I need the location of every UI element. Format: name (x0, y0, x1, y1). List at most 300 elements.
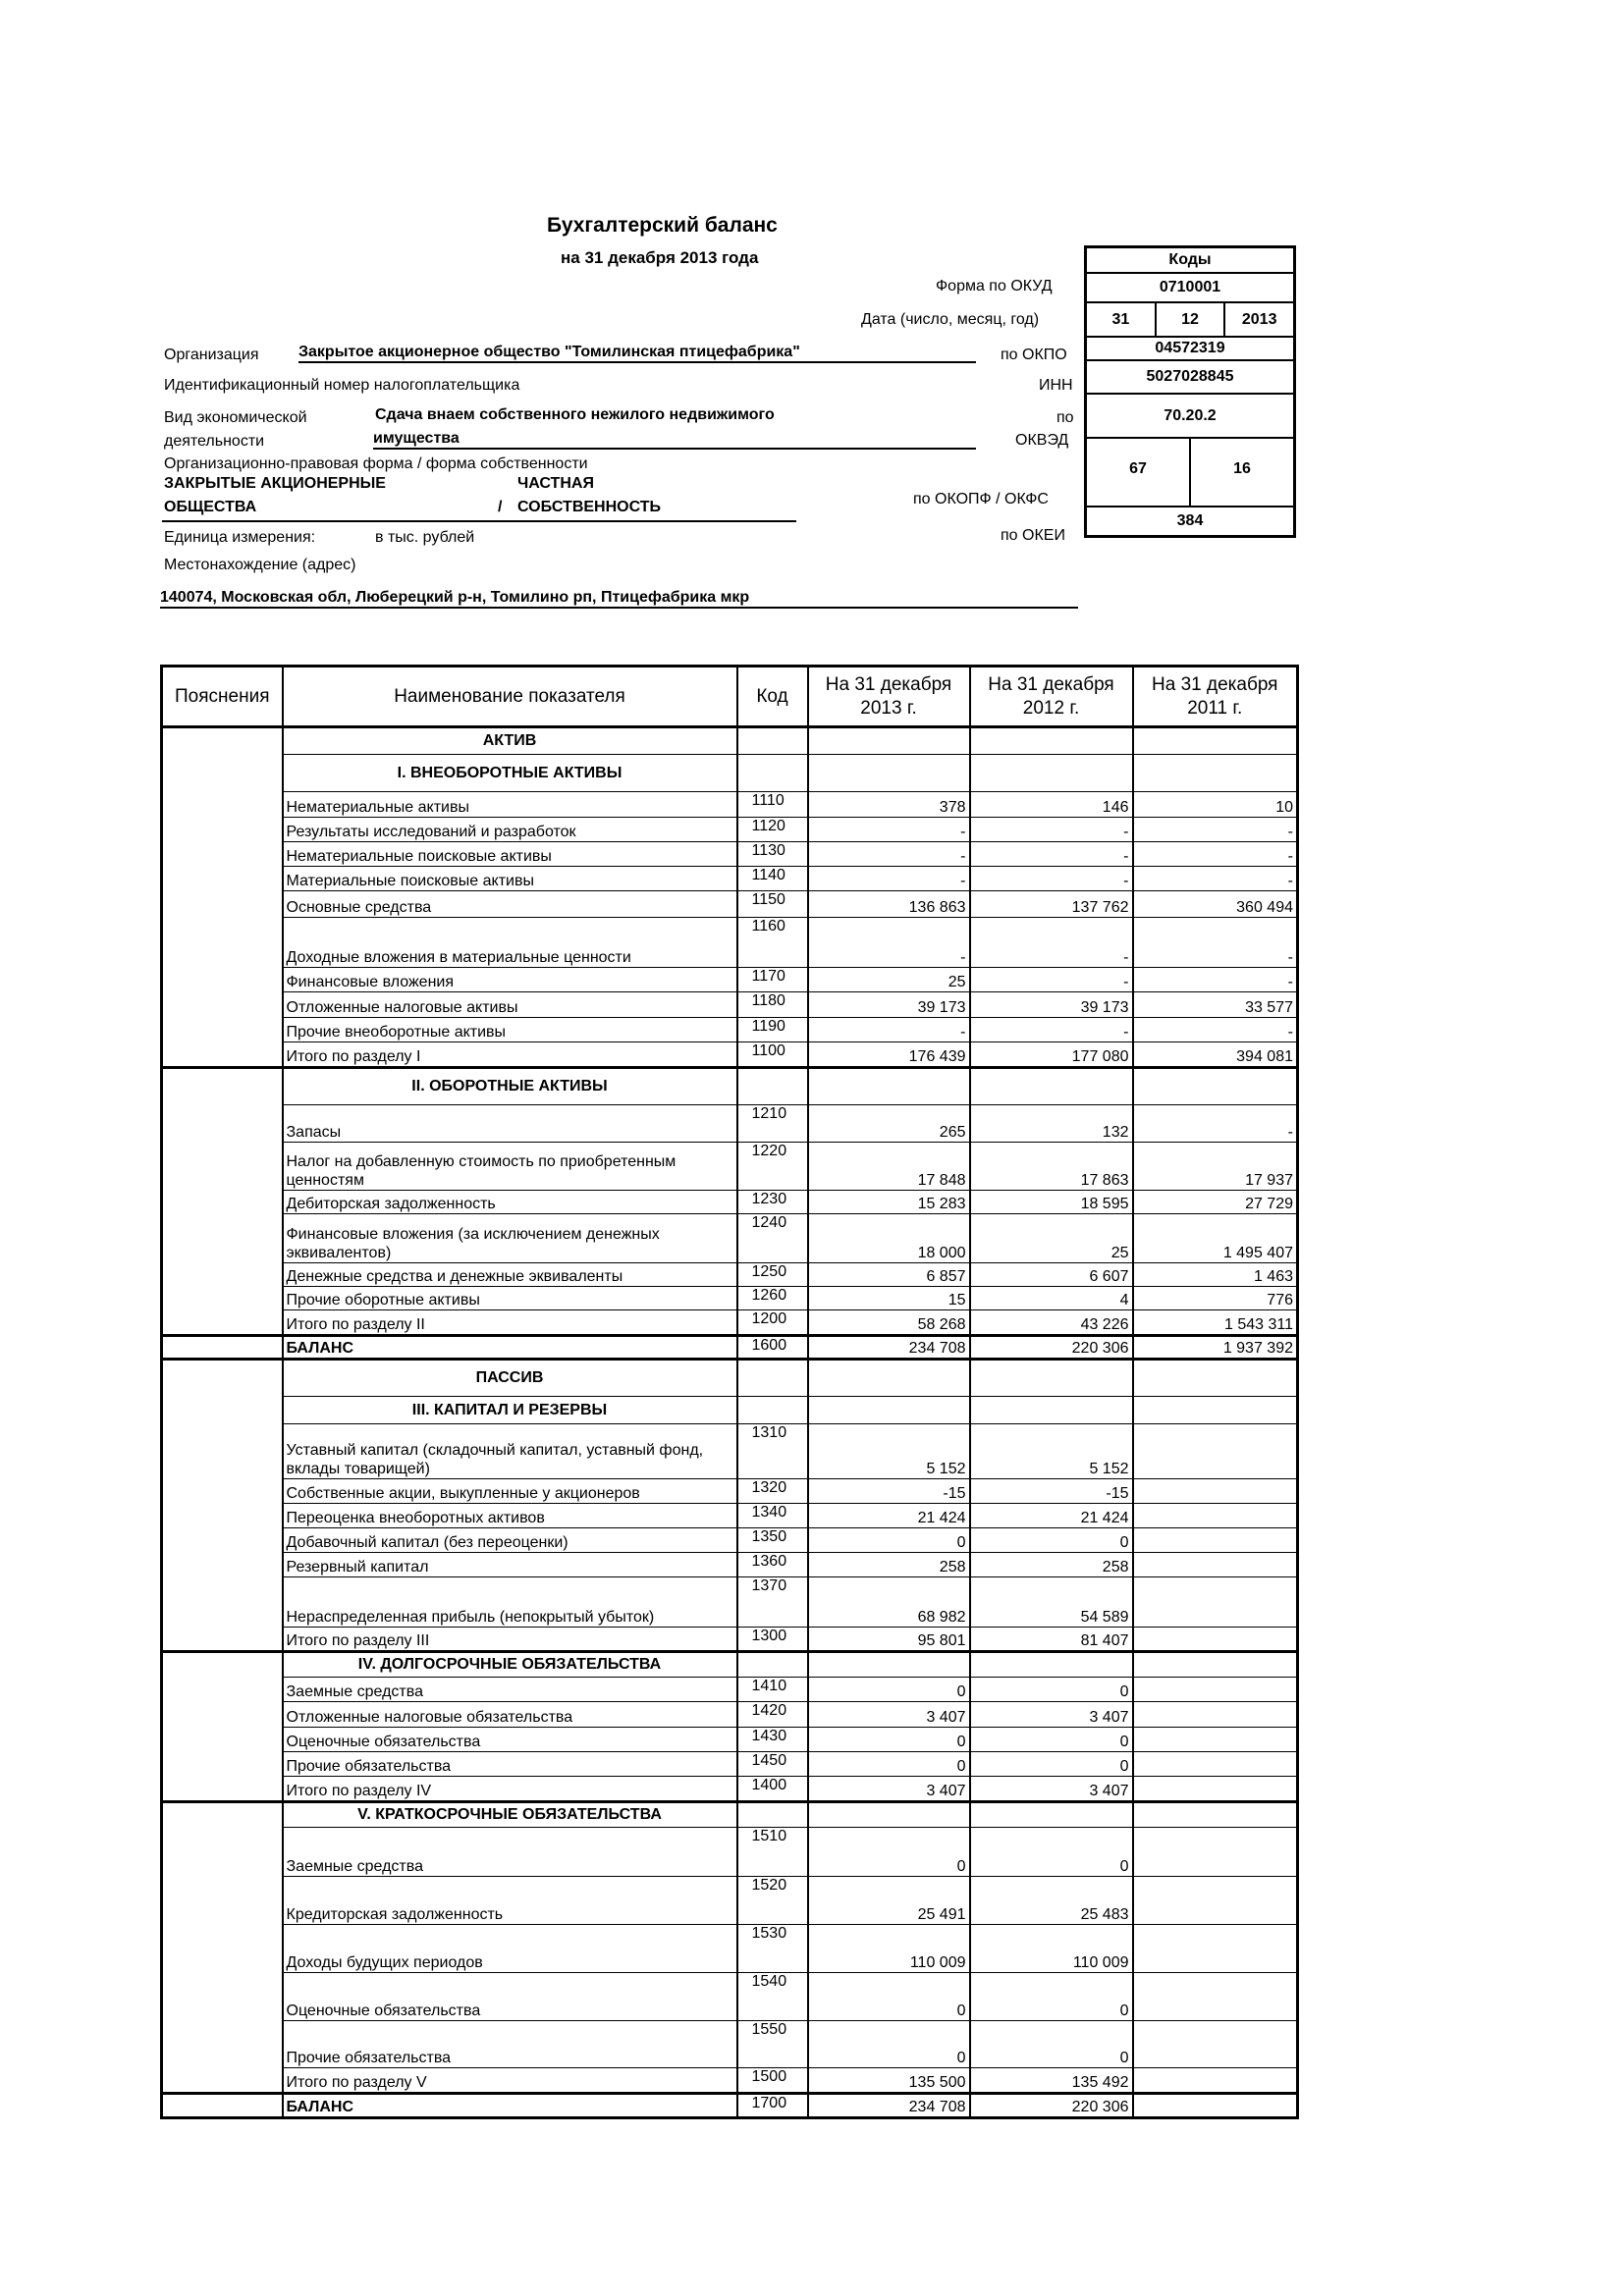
section-title: V. КРАТКОСРОЧНЫЕ ОБЯЗАТЕЛЬСТВА (283, 1802, 737, 1828)
indicator-code: 1140 (737, 867, 808, 891)
date-day: 31 (1111, 310, 1130, 328)
empty-cell (737, 755, 808, 792)
value-2011: 33 577 (1133, 992, 1298, 1018)
empty-cell (970, 1360, 1133, 1397)
value-2013: 258 (808, 1553, 970, 1577)
explanation-cell (162, 1424, 283, 1479)
value-2012: 110 009 (970, 1925, 1133, 1973)
empty-cell (737, 1068, 808, 1105)
indicator-code: 1430 (737, 1728, 808, 1752)
empty-cell (737, 1652, 808, 1678)
value-2013: 15 283 (808, 1191, 970, 1214)
value-2013: 0 (808, 1752, 970, 1777)
explanation-cell (162, 1397, 283, 1424)
indicator-name: Основные средства (283, 891, 737, 918)
value-2012: 137 762 (970, 891, 1133, 918)
value-2011 (1133, 1828, 1298, 1877)
indicator-code: 1540 (737, 1973, 808, 2021)
explanation-cell (162, 727, 283, 755)
value-2013: 68 982 (808, 1577, 970, 1628)
indicator-code: 1500 (737, 2068, 808, 2094)
table-row (162, 1678, 1298, 1702)
empty-cell (1133, 1802, 1298, 1828)
value-2012: 258 (970, 1553, 1133, 1577)
indicator-name: Оценочные обязательства (283, 1728, 737, 1752)
value-2012: 54 589 (970, 1577, 1133, 1628)
empty-cell (970, 1652, 1133, 1678)
indicator-name: Прочие внеоборотные активы (283, 1018, 737, 1042)
okei-value: 384 (1176, 512, 1204, 529)
table-row (162, 1728, 1298, 1752)
explanation-cell (162, 1678, 283, 1702)
indicator-name: Нематериальные активы (283, 792, 737, 818)
okpo-label: по ОКПО (1001, 347, 1067, 363)
value-2011 (1133, 1728, 1298, 1752)
explanation-cell (162, 891, 283, 918)
explanation-cell (162, 818, 283, 842)
activity-line-1: Сдача внаем собственного нежилого недвижимого (375, 406, 775, 423)
activity-label-1: Вид экономической (164, 409, 307, 426)
table-row (162, 2021, 1298, 2068)
indicator-code: 1180 (737, 992, 808, 1018)
value-2011: 17 937 (1133, 1143, 1298, 1191)
table-row (162, 1214, 1298, 1263)
total-row (162, 1628, 1298, 1652)
indicator-name: Прочие обязательства (283, 2021, 737, 2068)
value-2011: - (1133, 1018, 1298, 1042)
table-row (162, 1479, 1298, 1504)
indicator-name: Заемные средства (283, 1678, 737, 1702)
section-row (162, 1068, 1298, 1105)
value-2013: 234 708 (808, 1336, 970, 1360)
indicator-name: Нераспределенная прибыль (непокрытый убыток) (283, 1577, 737, 1628)
value-2011: 360 494 (1133, 891, 1298, 918)
table-row (162, 792, 1298, 818)
empty-cell (970, 1068, 1133, 1105)
explanation-cell (162, 918, 283, 968)
indicator-code: 1410 (737, 1678, 808, 1702)
form-opf-2: ОБЩЕСТВА (164, 499, 257, 515)
page-subtitle: на 31 декабря 2013 года (561, 248, 759, 267)
indicator-name: Итого по разделу I (283, 1042, 737, 1068)
value-2013: 18 000 (808, 1214, 970, 1263)
indicator-name: Отложенные налоговые активы (283, 992, 737, 1018)
table-row (162, 818, 1298, 842)
value-2012: - (970, 968, 1133, 992)
indicator-code: 1520 (737, 1877, 808, 1925)
value-2012: -15 (970, 1479, 1133, 1504)
value-2013: 3 407 (808, 1702, 970, 1728)
table-row (162, 1702, 1298, 1728)
value-2013: 58 268 (808, 1310, 970, 1336)
indicator-code: 1400 (737, 1777, 808, 1802)
value-2011 (1133, 2094, 1298, 2118)
okfs-value: 16 (1189, 439, 1293, 506)
value-2012: 132 (970, 1105, 1133, 1143)
value-2011 (1133, 1877, 1298, 1925)
indicator-name: Переоценка внеоборотных активов (283, 1504, 737, 1528)
indicator-name: БАЛАНС (283, 2094, 737, 2118)
value-2012: 17 863 (970, 1143, 1133, 1191)
empty-cell (808, 1397, 970, 1424)
table-row (162, 1925, 1298, 1973)
inn-code-label: ИНН (1039, 377, 1073, 394)
empty-cell (970, 755, 1133, 792)
explanation-cell (162, 1105, 283, 1143)
indicator-code: 1260 (737, 1287, 808, 1310)
unit-value: в тыс. рублей (375, 529, 475, 546)
value-2013: 25 (808, 968, 970, 992)
explanation-cell (162, 1628, 283, 1652)
indicator-name: Налог на добавленную стоимость по приобретенным ценностям (283, 1143, 737, 1191)
section-row (162, 1652, 1298, 1678)
value-2012: 177 080 (970, 1042, 1133, 1068)
empty-cell (970, 1802, 1133, 1828)
table-row (162, 1191, 1298, 1214)
empty-cell (808, 1360, 970, 1397)
indicator-name: Заемные средства (283, 1828, 737, 1877)
explanation-cell (162, 1652, 283, 1678)
indicator-code: 1170 (737, 968, 808, 992)
explanation-cell (162, 1310, 283, 1336)
value-2013: 110 009 (808, 1925, 970, 1973)
indicator-name: Уставный капитал (складочный капитал, уставный фонд, вклады товарищей) (283, 1424, 737, 1479)
indicator-name: Прочие обязательства (283, 1752, 737, 1777)
value-2012: 5 152 (970, 1424, 1133, 1479)
org-label: Организация (164, 347, 259, 363)
table-row (162, 1973, 1298, 2021)
table-row (162, 1504, 1298, 1528)
indicator-name: Оценочные обязательства (283, 1973, 737, 2021)
value-2011: 1 937 392 (1133, 1336, 1298, 1360)
activity-line-2 (373, 430, 976, 450)
activity-line-2-text: имущества (373, 430, 460, 447)
value-2011 (1133, 1577, 1298, 1628)
explanation-cell (162, 1553, 283, 1577)
table-row (162, 1828, 1298, 1877)
indicator-code: 1550 (737, 2021, 808, 2068)
indicator-code: 1320 (737, 1479, 808, 1504)
explanation-cell (162, 1802, 283, 1828)
indicator-code: 1340 (737, 1504, 808, 1528)
okved-label-1: по (1056, 409, 1074, 426)
value-2011 (1133, 1973, 1298, 2021)
indicator-name: Запасы (283, 1105, 737, 1143)
empty-cell (970, 1397, 1133, 1424)
value-2011: - (1133, 1105, 1298, 1143)
value-2011: 394 081 (1133, 1042, 1298, 1068)
empty-cell (1133, 727, 1298, 755)
inn-value: 5027028845 (1146, 368, 1234, 385)
table-row (162, 1752, 1298, 1777)
table-row (162, 867, 1298, 891)
value-2012: 0 (970, 1752, 1133, 1777)
value-2011 (1133, 1479, 1298, 1504)
indicator-name: Доходы будущих периодов (283, 1925, 737, 1973)
indicator-code: 1230 (737, 1191, 808, 1214)
indicator-name: Нематериальные поисковые активы (283, 842, 737, 867)
value-2011: - (1133, 968, 1298, 992)
table-header-row (162, 667, 1298, 727)
form-label: Организационно-правовая форма / форма собственности (164, 455, 588, 472)
value-2012: 0 (970, 1828, 1133, 1877)
inn-label: Идентификационный номер налогоплательщика (164, 377, 520, 394)
value-2011: 1 495 407 (1133, 1214, 1298, 1263)
indicator-code: 1370 (737, 1577, 808, 1628)
value-2012: 0 (970, 1678, 1133, 1702)
indicator-code: 1360 (737, 1553, 808, 1577)
value-2012: 39 173 (970, 992, 1133, 1018)
section-title: III. КАПИТАЛ И РЕЗЕРВЫ (283, 1397, 737, 1424)
indicator-code: 1150 (737, 891, 808, 918)
section-title: IV. ДОЛГОСРОЧНЫЕ ОБЯЗАТЕЛЬСТВА (283, 1652, 737, 1678)
total-row (162, 2094, 1298, 2118)
value-2013: 0 (808, 1828, 970, 1877)
value-2011 (1133, 1504, 1298, 1528)
value-2011: - (1133, 818, 1298, 842)
table-row (162, 1143, 1298, 1191)
section-title: II. ОБОРОТНЫЕ АКТИВЫ (283, 1068, 737, 1105)
value-2012: 25 (970, 1214, 1133, 1263)
table-row (162, 1287, 1298, 1310)
explanation-cell (162, 792, 283, 818)
okud-value: 0710001 (1159, 279, 1221, 295)
org-name-text: Закрытое акционерное общество "Томилинская птицефабрика" (298, 344, 800, 360)
okopf-value: 67 (1129, 460, 1147, 477)
explanation-cell (162, 1877, 283, 1925)
indicator-name: Финансовые вложения (за исключением денежных эквивалентов) (283, 1214, 737, 1263)
form-opf-1: ЗАКРЫТЫЕ АКЦИОНЕРНЫЕ (164, 475, 386, 492)
explanation-cell (162, 1479, 283, 1504)
indicator-name: Итого по разделу III (283, 1628, 737, 1652)
value-2011 (1133, 1702, 1298, 1728)
value-2013: 135 500 (808, 2068, 970, 2094)
table-row (162, 1577, 1298, 1628)
value-2011: 10 (1133, 792, 1298, 818)
okopf-label: по ОКОПФ / ОКФС (913, 491, 1049, 507)
indicator-code: 1120 (737, 818, 808, 842)
explanation-cell (162, 1925, 283, 1973)
value-2012: 0 (970, 2021, 1133, 2068)
explanation-cell (162, 1777, 283, 1802)
empty-cell (1133, 1652, 1298, 1678)
value-2013: 265 (808, 1105, 970, 1143)
value-2013: 15 (808, 1287, 970, 1310)
indicator-name: Итого по разделу II (283, 1310, 737, 1336)
value-2012: 220 306 (970, 1336, 1133, 1360)
value-2013: - (808, 918, 970, 968)
value-2012: 0 (970, 1528, 1133, 1553)
explanation-cell (162, 867, 283, 891)
okved-value: 70.20.2 (1164, 406, 1217, 424)
table-row (162, 1263, 1298, 1287)
indicator-code: 1310 (737, 1424, 808, 1479)
indicator-name: Собственные акции, выкупленные у акционеров (283, 1479, 737, 1504)
codes-box (1084, 245, 1296, 538)
value-2011 (1133, 1925, 1298, 1973)
explanation-cell (162, 1191, 283, 1214)
indicator-name: Доходные вложения в материальные ценности (283, 918, 737, 968)
value-2012: 25 483 (970, 1877, 1133, 1925)
value-2012: 21 424 (970, 1504, 1133, 1528)
empty-cell (1133, 1397, 1298, 1424)
total-row (162, 1777, 1298, 1802)
value-2013: 0 (808, 1728, 970, 1752)
empty-cell (737, 1397, 808, 1424)
indicator-code: 1530 (737, 1925, 808, 1973)
indicator-code: 1160 (737, 918, 808, 968)
empty-cell (808, 1068, 970, 1105)
explanation-cell (162, 1828, 283, 1877)
col-header-code: Код (737, 667, 808, 727)
col-header-explanation: Пояснения (162, 667, 283, 727)
value-2013: 5 152 (808, 1424, 970, 1479)
value-2013: 176 439 (808, 1042, 970, 1068)
value-2013: 6 857 (808, 1263, 970, 1287)
table-row (162, 1877, 1298, 1925)
explanation-cell (162, 1504, 283, 1528)
explanation-cell (162, 968, 283, 992)
total-row (162, 2068, 1298, 2094)
indicator-code: 1250 (737, 1263, 808, 1287)
value-2013: - (808, 867, 970, 891)
explanation-cell (162, 755, 283, 792)
section-title: АКТИВ (283, 727, 737, 755)
table-row (162, 891, 1298, 918)
indicator-name: Денежные средства и денежные эквиваленты (283, 1263, 737, 1287)
indicator-name: Итого по разделу IV (283, 1777, 737, 1802)
unit-label: Единица измерения: (164, 529, 316, 546)
value-2011: - (1133, 918, 1298, 968)
value-2011 (1133, 1752, 1298, 1777)
okved-label-2: ОКВЭД (1015, 432, 1069, 449)
indicator-code: 1300 (737, 1628, 808, 1652)
explanation-cell (162, 1728, 283, 1752)
value-2011 (1133, 2068, 1298, 2094)
section-row (162, 755, 1298, 792)
table-row (162, 1018, 1298, 1042)
total-row (162, 1042, 1298, 1068)
indicator-name: Резервный капитал (283, 1553, 737, 1577)
explanation-cell (162, 2021, 283, 2068)
okpo-value: 04572319 (1155, 340, 1225, 356)
indicator-code: 1190 (737, 1018, 808, 1042)
explanation-cell (162, 1214, 283, 1263)
indicator-name: Финансовые вложения (283, 968, 737, 992)
value-2013: 234 708 (808, 2094, 970, 2118)
value-2013: - (808, 818, 970, 842)
indicator-code: 1420 (737, 1702, 808, 1728)
value-2012: 18 595 (970, 1191, 1133, 1214)
table-row (162, 968, 1298, 992)
form-fs-2: СОБСТВЕННОСТЬ (517, 499, 662, 515)
value-2012: - (970, 1018, 1133, 1042)
section-title: ПАССИВ (283, 1360, 737, 1397)
value-2013: - (808, 1018, 970, 1042)
explanation-cell (162, 1577, 283, 1628)
indicator-code: 1700 (737, 2094, 808, 2118)
indicator-name: БАЛАНС (283, 1336, 737, 1360)
indicator-code: 1510 (737, 1828, 808, 1877)
value-2012: 146 (970, 792, 1133, 818)
table-row (162, 1528, 1298, 1553)
indicator-name: Кредиторская задолженность (283, 1877, 737, 1925)
value-2012: 0 (970, 1728, 1133, 1752)
value-2011 (1133, 2021, 1298, 2068)
value-2011 (1133, 1528, 1298, 1553)
explanation-cell (162, 1263, 283, 1287)
value-2012: 0 (970, 1973, 1133, 2021)
address-label: Местонахождение (адрес) (164, 557, 356, 573)
value-2012: 6 607 (970, 1263, 1133, 1287)
explanation-cell (162, 1360, 283, 1397)
explanation-cell (162, 1287, 283, 1310)
value-2013: -15 (808, 1479, 970, 1504)
value-2012: 81 407 (970, 1628, 1133, 1652)
value-2013: 0 (808, 2021, 970, 2068)
explanation-cell (162, 1018, 283, 1042)
explanation-cell (162, 1143, 283, 1191)
table-row (162, 992, 1298, 1018)
indicator-code: 1200 (737, 1310, 808, 1336)
explanation-cell (162, 2094, 283, 2118)
value-2011: 1 463 (1133, 1263, 1298, 1287)
empty-cell (737, 1802, 808, 1828)
value-2011: - (1133, 867, 1298, 891)
empty-cell (737, 727, 808, 755)
value-2013: 39 173 (808, 992, 970, 1018)
empty-cell (808, 755, 970, 792)
explanation-cell (162, 1973, 283, 2021)
value-2013: - (808, 842, 970, 867)
value-2012: 4 (970, 1287, 1133, 1310)
empty-cell (808, 727, 970, 755)
value-2013: 0 (808, 1678, 970, 1702)
value-2012: - (970, 867, 1133, 891)
table-row (162, 842, 1298, 867)
balance-table (160, 665, 1299, 2119)
total-row (162, 1336, 1298, 1360)
value-2012: 3 407 (970, 1702, 1133, 1728)
explanation-cell (162, 1528, 283, 1553)
value-2012: 220 306 (970, 2094, 1133, 2118)
section-row (162, 727, 1298, 755)
col-header-2013: На 31 декабря 2013 г. (808, 667, 970, 727)
date-year: 2013 (1223, 303, 1293, 336)
org-name (298, 344, 976, 363)
value-2012: - (970, 918, 1133, 968)
okud-label: Форма по ОКУД (936, 278, 1053, 294)
indicator-code: 1100 (737, 1042, 808, 1068)
empty-cell (1133, 1360, 1298, 1397)
okei-label: по ОКЕИ (1001, 527, 1065, 544)
indicator-code: 1130 (737, 842, 808, 867)
indicator-name: Результаты исследований и разработок (283, 818, 737, 842)
value-2013: 21 424 (808, 1504, 970, 1528)
explanation-cell (162, 992, 283, 1018)
form-line (162, 497, 796, 522)
indicator-code: 1240 (737, 1214, 808, 1263)
indicator-name: Дебиторская задолженность (283, 1191, 737, 1214)
explanation-cell (162, 842, 283, 867)
value-2011 (1133, 1777, 1298, 1802)
indicator-code: 1110 (737, 792, 808, 818)
indicator-name: Итого по разделу V (283, 2068, 737, 2094)
section-row (162, 1802, 1298, 1828)
section-title: I. ВНЕОБОРОТНЫЕ АКТИВЫ (283, 755, 737, 792)
empty-cell (1133, 1068, 1298, 1105)
date-label: Дата (число, месяц, год) (861, 311, 1040, 328)
